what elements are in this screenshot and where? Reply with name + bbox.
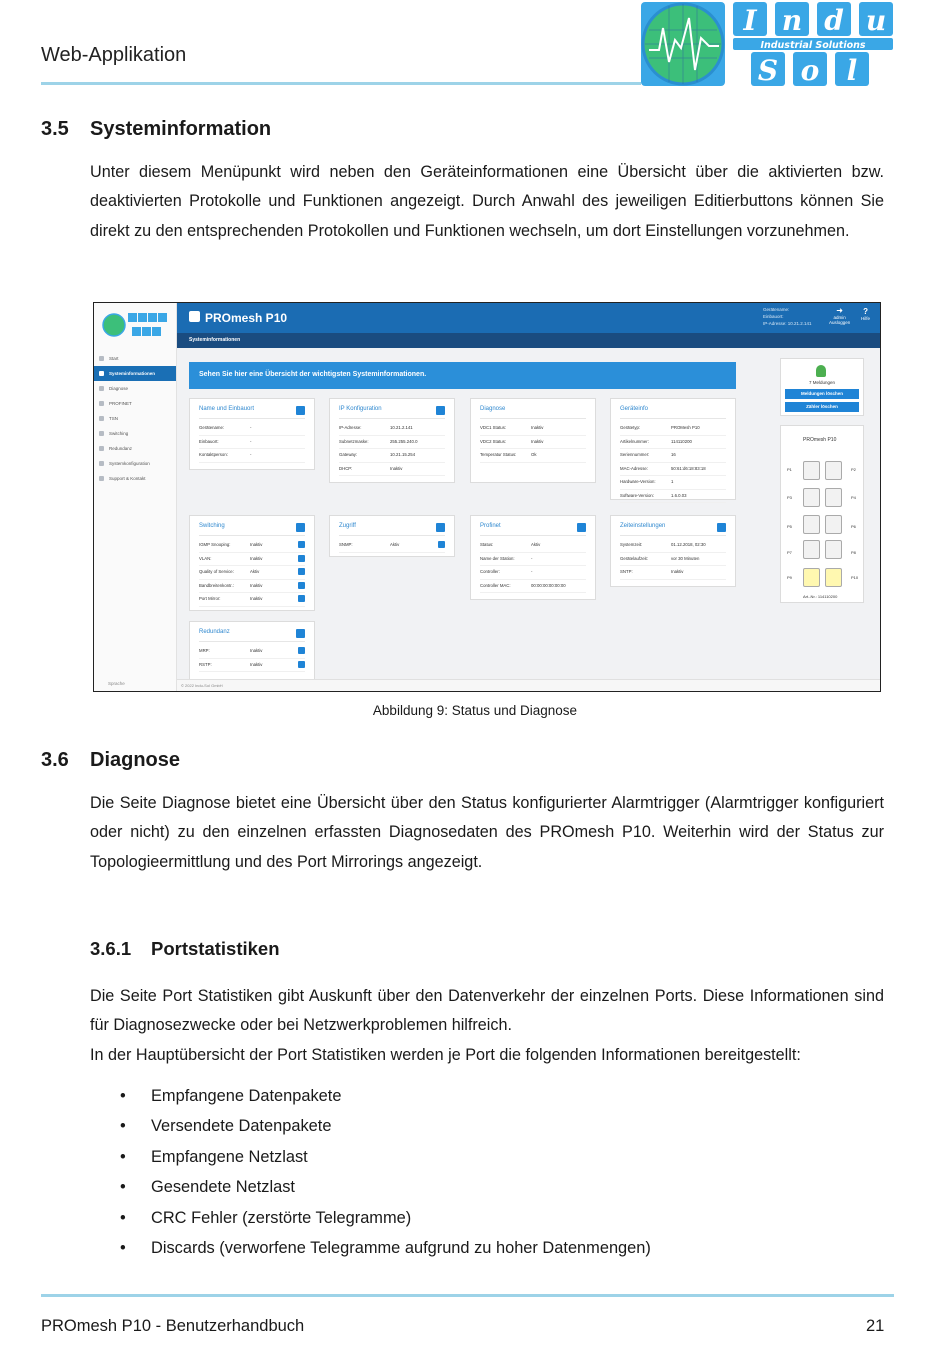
svg-text:n: n bbox=[781, 4, 803, 37]
app-device-info: Gerätename: Einbauort: IP-Adresse: 10.21.2.141 bbox=[763, 307, 812, 326]
port-icon[interactable] bbox=[825, 515, 842, 534]
port-icon[interactable] bbox=[825, 540, 842, 559]
section-3-6-1-paragraph: Die Seite Port Statistiken gibt Auskunft über den Datenverkehr der einzelnen Ports. Diese Informationen sind für Diagnosezwecke oder bei Netzwerkproblemen hilfreich. In der Hauptübersicht der Port Statistiken werden je Port die folgenden Informationen bereitgestellt: bbox=[90, 987, 884, 1064]
edit-icon[interactable] bbox=[717, 523, 726, 532]
section-heading-3-6: 3.6 Diagnose bbox=[41, 749, 181, 771]
card-zeiteinstellungen: Zeiteinstellungen Systemzeit: 01.12.2018, 02:30 Gerätelaufzeit: vor 30 Minuten SNTP: Inaktiv bbox=[610, 515, 736, 587]
app-nav-item[interactable]: Switching bbox=[94, 426, 176, 441]
app-subheader: Systeminformationen bbox=[177, 333, 880, 348]
header-rule bbox=[41, 82, 641, 85]
card-redundanz: Redundanz MRP: Inaktiv RSTP: Inaktiv bbox=[189, 621, 315, 681]
figure-caption: Abbildung 9: Status und Diagnose bbox=[372, 703, 578, 718]
app-brand: PROmesh P10 bbox=[205, 311, 288, 325]
app-nav bbox=[94, 351, 176, 486]
port-icon[interactable] bbox=[803, 461, 820, 480]
clear-messages-button[interactable]: Meldungen löschen bbox=[785, 389, 859, 399]
edit-icon[interactable] bbox=[296, 406, 305, 415]
app-logout[interactable]: ➜ admin Ausloggen bbox=[829, 306, 851, 325]
app-sidebar bbox=[94, 303, 177, 691]
card-name-einbauort: Name und Einbauort Gerätename: - Einbauort: - Kontaktperson: - bbox=[189, 398, 315, 470]
cube-icon bbox=[189, 311, 200, 322]
messages-panel: 7 Meldungen Meldungen löschen Zähler löschen bbox=[780, 358, 864, 416]
list-item: • Empfangene Netzlast bbox=[120, 1142, 651, 1172]
svg-text:Industrial Solutions: Industrial Solutions bbox=[760, 40, 866, 51]
app-nav-item[interactable]: Diagnose bbox=[94, 381, 176, 396]
port-icon[interactable] bbox=[803, 568, 820, 587]
app-nav-item-active[interactable]: Systeminformationen bbox=[94, 366, 176, 381]
list-item: • Empfangene Datenpakete bbox=[120, 1081, 651, 1111]
list-item: • Gesendete Netzlast bbox=[120, 1172, 651, 1202]
bell-icon bbox=[816, 365, 826, 377]
edit-icon[interactable] bbox=[436, 523, 445, 532]
list-item: • Versendete Datenpakete bbox=[120, 1111, 651, 1141]
edit-icon[interactable] bbox=[296, 523, 305, 532]
edit-icon[interactable] bbox=[436, 406, 445, 415]
card-switching: Switching IGMP Snooping: Inaktiv VLAN: Inaktiv Quality of Service: Aktiv Bandbreitenkontr.: Inaktiv Port Mirror: Inaktiv bbox=[189, 515, 315, 611]
card-zugriff: Zugriff SNMP: Aktiv bbox=[329, 515, 455, 557]
port-icon[interactable] bbox=[803, 488, 820, 507]
app-nav-item[interactable]: PROFINET bbox=[94, 396, 176, 411]
section-heading-3-5: 3.5 Systeminformation bbox=[41, 118, 272, 140]
app-topbar bbox=[177, 303, 880, 333]
app-banner: Sehen Sie hier eine Übersicht der wichtigsten Systeminformationen. bbox=[189, 362, 736, 389]
app-logo bbox=[102, 311, 168, 339]
card-profinet: Profinet Status: Aktiv Name der Station: - Controller: - Controller MAC: 00:00:00:00:00:00 bbox=[470, 515, 596, 600]
svg-text:u: u bbox=[865, 4, 887, 37]
app-footer: © 2022 Indu-Sol GmbH bbox=[177, 679, 880, 692]
page-number: 21 bbox=[866, 1317, 885, 1335]
card-geraeteinfo: Geräteinfo Gerätetyp: PROMesh P10 Artikelnummer: 114110200 Seriennummer: 16 MAC-Adresse: 50:61:d6:18:83:18 Hardware-Version: 1 Software-Version: 1.6.0.03 bbox=[610, 398, 736, 500]
svg-text:d: d bbox=[824, 4, 844, 37]
svg-text:o: o bbox=[800, 54, 820, 87]
screenshot-systeminformation bbox=[93, 302, 881, 692]
app-nav-item[interactable]: Support & Kontakt bbox=[94, 471, 176, 486]
edit-icon[interactable] bbox=[577, 523, 586, 532]
clear-counters-button[interactable]: Zähler löschen bbox=[785, 402, 859, 412]
list-item: • Discards (verworfene Telegramme aufgrund zu hoher Datenmengen) bbox=[120, 1233, 651, 1263]
app-language-selector[interactable]: Sprache bbox=[108, 681, 125, 686]
footer-rule bbox=[41, 1294, 894, 1297]
app-nav-item[interactable]: Redundanz bbox=[94, 441, 176, 456]
list-item: • CRC Fehler (zerstörte Telegramme) bbox=[120, 1203, 651, 1233]
port-icon[interactable] bbox=[803, 540, 820, 559]
section-heading-3-6-1: 3.6.1 Portstatistiken bbox=[90, 938, 280, 959]
edit-icon[interactable] bbox=[296, 629, 305, 638]
port-icon[interactable] bbox=[825, 488, 842, 507]
info-bullet-list bbox=[120, 1081, 651, 1263]
port-icon[interactable] bbox=[825, 568, 842, 587]
running-header: Web-Applikation bbox=[41, 44, 187, 66]
footer-title: PROmesh P10 - Benutzerhandbuch bbox=[41, 1317, 305, 1335]
app-nav-item[interactable]: Systemkonfiguration bbox=[94, 456, 176, 471]
section-3-5-paragraph: Unter diesem Menüpunkt wird neben den Geräteinformationen eine Übersicht über die aktivierten bzw. deaktivierten Protokolle und Funktionen angezeigt. Durch Anwahl des jeweiligen Editierbuttons können Sie direkt zu den entsprechenden Protokollen und Funktionen wechseln, um dort Einstellungen vorzunehmen. bbox=[90, 163, 884, 240]
port-icon[interactable] bbox=[825, 461, 842, 480]
device-ports-panel: PROmesh P10 P1 P2 P3 P4 P5 P6 P7 P8 P9 P10 Art.-Nr.: 114110200 bbox=[780, 425, 864, 603]
indusol-logo bbox=[641, 0, 896, 88]
section-3-6-paragraph: Die Seite Diagnose bietet eine Übersicht über den Status konfigurierter Alarmtrigger (Alarmtrigger konfiguriert oder nicht) zu den einzelnen erfassten Diagnosedaten des PROmesh P10. Weiterhin wird der Status zur Topologieermittlung und des Port Mirrorings angezeigt. bbox=[90, 794, 884, 871]
card-diagnose: Diagnose VDC1 Status: Inaktiv VDC2 Status: Inaktiv Temperatur Status: Ok bbox=[470, 398, 596, 483]
app-nav-item[interactable]: Start bbox=[94, 351, 176, 366]
card-ip-konfiguration: IP Konfiguration IP-Adresse: 10.21.2.141 Subnetzmaske: 255.255.240.0 Gateway: 10.21.15.254 DHCP: Inaktiv bbox=[329, 398, 455, 483]
app-help[interactable]: ? Hilfe bbox=[861, 307, 871, 321]
port-icon[interactable] bbox=[803, 515, 820, 534]
app-nav-item[interactable]: TSN bbox=[94, 411, 176, 426]
svg-text:l: l bbox=[846, 54, 858, 87]
svg-text:I: I bbox=[743, 4, 757, 37]
svg-text:S: S bbox=[757, 54, 779, 87]
